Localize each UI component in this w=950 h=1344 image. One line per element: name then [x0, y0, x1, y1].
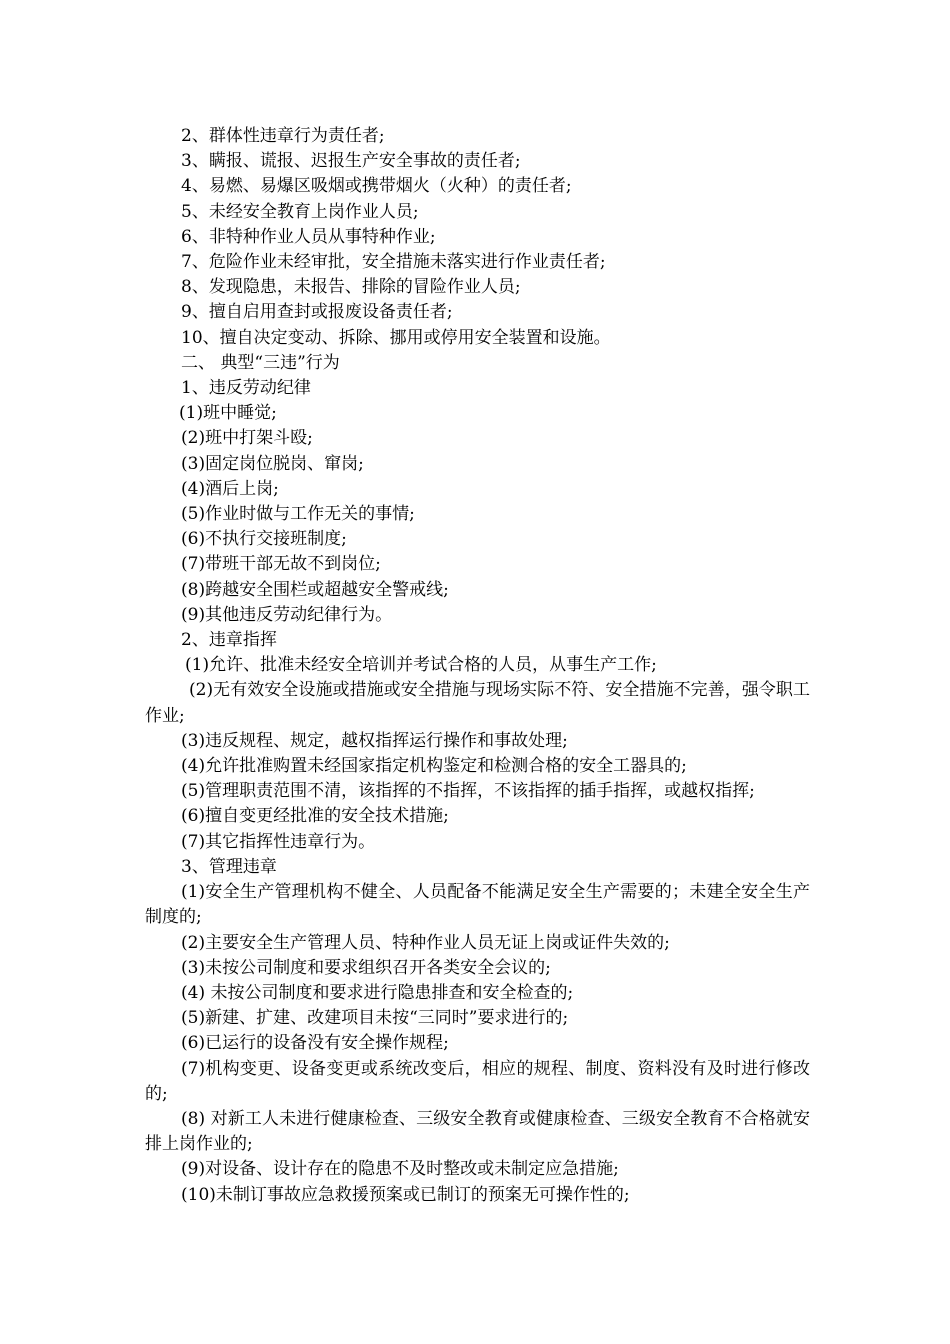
list-item: (2)无有效安全设施或措施或安全措施与现场实际不符、安全措施不完善，强令职工作业; [145, 680, 810, 726]
list-item: (4) 未按公司制度和要求进行隐患排查和安全检查的; [181, 982, 574, 1003]
list-item: (1)允许、批准未经安全培训并考试合格的人员，从事生产工作; [185, 655, 657, 676]
list-item-3: 3、瞒报、谎报、迟报生产安全事故的责任者; [181, 151, 521, 172]
list-item: (9)其他违反劳动纪律行为。 [181, 604, 393, 625]
list-item: (6)已运行的设备没有安全操作规程; [181, 1033, 449, 1054]
list-item-8: 8、发现隐患，未报告、排除的冒险作业人员; [181, 277, 521, 298]
list-item: (4)酒后上岗; [181, 478, 279, 499]
list-item: (5)作业时做与工作无关的事情; [181, 504, 415, 525]
list-item-5: 5、未经安全教育上岗作业人员; [181, 201, 419, 222]
subsection-heading-illegal-command: 2、违章指挥 [181, 630, 277, 651]
list-item: (2)主要安全生产管理人员、特种作业人员无证上岗或证件失效的; [181, 932, 670, 953]
list-item: (7)其它指挥性违章行为。 [181, 831, 376, 852]
list-item: (7)带班干部无故不到岗位; [181, 554, 381, 575]
list-item-7: 7、危险作业未经审批，安全措施未落实进行作业责任者; [181, 252, 606, 273]
list-item: (8)跨越安全围栏或超越安全警戒线; [181, 579, 449, 600]
document-body [145, 124, 810, 1208]
list-item-9: 9、擅自启用查封或报废设备责任者; [181, 302, 453, 323]
list-item: (4)允许批准购置未经国家指定机构鉴定和检测合格的安全工器具的; [181, 756, 687, 777]
list-item: (7)机构变更、设备变更或系统改变后，相应的规程、制度、资料没有及时进行修改的; [145, 1058, 810, 1104]
list-item-2: 2、群体性违章行为责任者; [181, 126, 385, 146]
list-item: (6)不执行交接班制度; [181, 529, 347, 550]
section-heading-two: 二、 典型“三违”行为 [181, 352, 340, 373]
list-item: (8) 对新工人未进行健康检查、三级安全教育或健康检查、三级安全教育不合格就安排上岗作业的; [145, 1108, 810, 1155]
list-item-4: 4、易燃、易爆区吸烟或携带烟火（火种）的责任者; [181, 176, 572, 197]
list-item: (3)违反规程、规定，越权指挥运行操作和事故处理; [181, 730, 568, 751]
subsection-heading-management-violation: 3、管理违章 [181, 856, 277, 877]
list-item: (1)安全生产管理机构不健全、人员配备不能满足安全生产需要的；未建全安全生产制度的; [145, 882, 810, 928]
list-item-10: 10、擅自决定变动、拆除、挪用或停用安全装置和设施。 [181, 327, 611, 348]
list-item: (6)擅自变更经批准的安全技术措施; [181, 806, 449, 827]
list-item: (9)对设备、设计存在的隐患不及时整改或未制定应急措施; [181, 1159, 619, 1180]
list-item: (1)班中睡觉; [179, 403, 277, 424]
list-item: (2)班中打架斗殴; [181, 428, 313, 449]
subsection-heading-labor-discipline: 1、违反劳动纪律 [181, 378, 311, 399]
list-item: (5)管理职责范围不清，该指挥的不指挥，不该指挥的插手指挥，或越权指挥; [181, 781, 755, 802]
list-item: (3)未按公司制度和要求组织召开各类安全会议的; [181, 957, 551, 978]
list-item: (3)固定岗位脱岗、窜岗; [181, 453, 364, 474]
list-item: (5)新建、扩建、改建项目未按“三同时”要求进行的; [181, 1008, 569, 1029]
list-item-6: 6、非特种作业人员从事特种作业; [181, 226, 436, 247]
list-item: (10)未制订事故应急救援预案或已制订的预案无可操作性的; [181, 1184, 630, 1205]
